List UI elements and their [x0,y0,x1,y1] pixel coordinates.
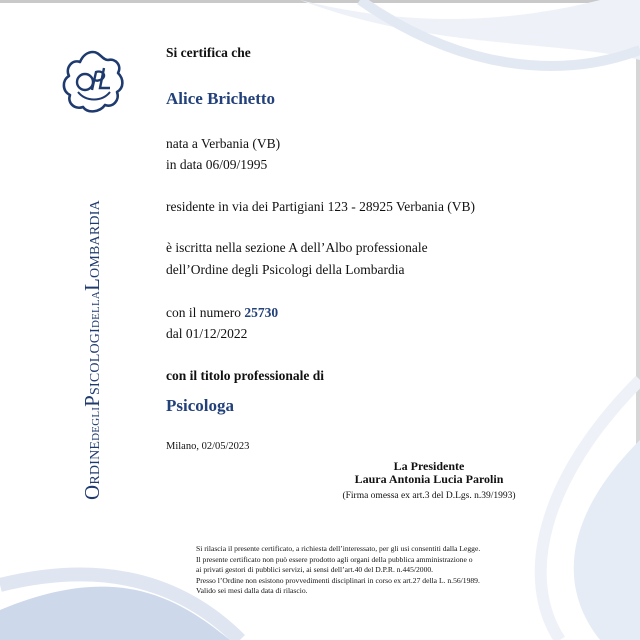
registration-line-2: dell’Ordine degli Psicologi della Lombardia [166,262,405,277]
issuer-name-part: RDINE [88,440,103,485]
registration-since: dal 01/12/2022 [166,326,248,341]
issuer-name-part: O [80,484,104,500]
issuer-name-part: L [80,277,104,291]
residence: residente in via dei Partigiani 123 - 28925 Verbania (VB) [166,199,476,214]
opl-logo [58,48,128,118]
signature-note: (Firma omessa ex art.3 del D.Lgs. n.39/1993) [342,491,516,501]
professional-title: Psicologa [166,396,234,415]
signatory-role: La Presidente [393,459,465,473]
issuer-name-part: SICOLOGI [88,328,103,395]
legal-footer [196,544,480,597]
signature-block [320,460,538,503]
signatory-name: Laura Antonia Lucia Parolin [354,472,504,486]
holder-name: Alice Brichetto [166,89,276,108]
issuer-name-part: P [80,394,104,407]
issuer-name-part: OMBARDIA [88,200,103,278]
footer-line: Valido sei mesi dalla data di rilascio. [196,586,308,595]
place-date: Milano, 02/05/2023 [166,441,250,452]
birth-date: in data 06/09/1995 [166,157,268,172]
issuer-name-part: DEGLI [90,406,102,441]
issuer-name-part: DELLA [90,290,102,329]
footer-line: ai privati gestori di pubblici servizi, ai sensi dell’art.40 del D.P.R. n.445/2000. [196,565,434,574]
certificate-intro: Si certifica che [166,45,251,60]
registration-line-1: è iscritta nella sezione A dell’Albo professionale [166,240,428,255]
footer-line: Il presente certificato non può essere prodotto agli organi della pubblica amministrazione o [196,554,473,564]
birth-place: nata a Verbania (VB) [166,136,281,151]
watermark-swoosh-right [574,440,640,640]
footer-line: Si rilascia il presente certificato, a richiesta dell’interessato, per gli usi consentiti dalla Legge. [196,544,481,553]
registration-number-line [166,305,278,321]
number-prefix: con il numero [166,305,241,320]
title-intro: con il titolo professionale di [166,368,325,383]
registration-number: 25730 [244,305,279,320]
footer-line: Presso l’Ordine non esistono provvedimenti disciplinari in corso ex art.27 della L. n.56/1989. [196,575,480,585]
issuer-vertical-name [80,200,105,500]
